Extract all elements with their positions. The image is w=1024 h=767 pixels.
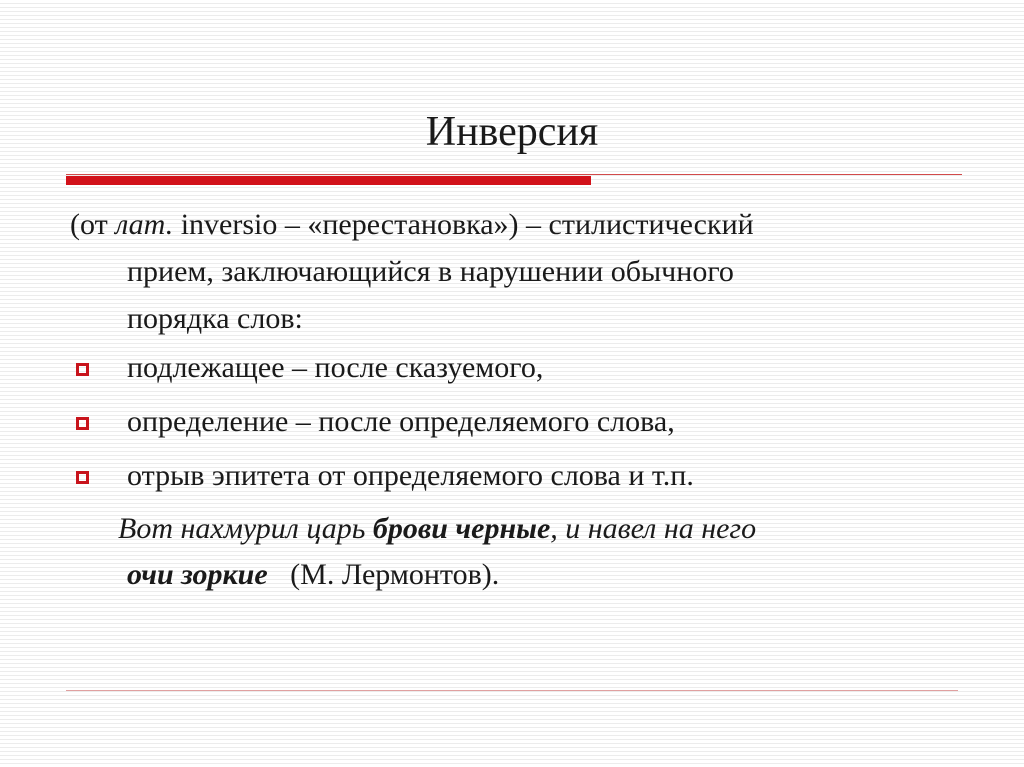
definition-rest: inversio – «перестановка») – стилистический [173, 208, 754, 241]
title-underline-thick [66, 176, 591, 185]
definition-open: (от [70, 208, 116, 241]
definition-line-1 [70, 207, 754, 243]
slide-title: Инверсия [425, 109, 599, 155]
square-bullet-icon [76, 417, 89, 430]
definition-line-3: порядка слов: [127, 302, 303, 335]
bullet-text: подлежащее – после сказуемого, [127, 351, 544, 384]
quote-text: , и навел на него [550, 512, 757, 545]
quote-line-1 [118, 511, 756, 547]
square-bullet-icon [76, 471, 89, 484]
quote-line-2 [127, 557, 499, 593]
definition-lat-abbrev: лат. [115, 208, 174, 241]
bullet-text: определение – после определяемого слова, [127, 405, 675, 438]
quote-emphasis: брови черные [372, 512, 551, 545]
bullet-text: отрыв эпитета от определяемого слова и т.п. [127, 459, 694, 492]
quote-text: Вот нахмурил царь [118, 512, 373, 545]
quote-attribution: (М. Лермонтов). [267, 558, 500, 591]
square-bullet-icon [76, 363, 89, 376]
quote-emphasis: очи зоркие [127, 558, 268, 591]
title-underline-thin [66, 174, 962, 175]
definition-line-2: прием, заключающийся в нарушении обычного [127, 255, 734, 288]
footer-divider [66, 690, 958, 691]
